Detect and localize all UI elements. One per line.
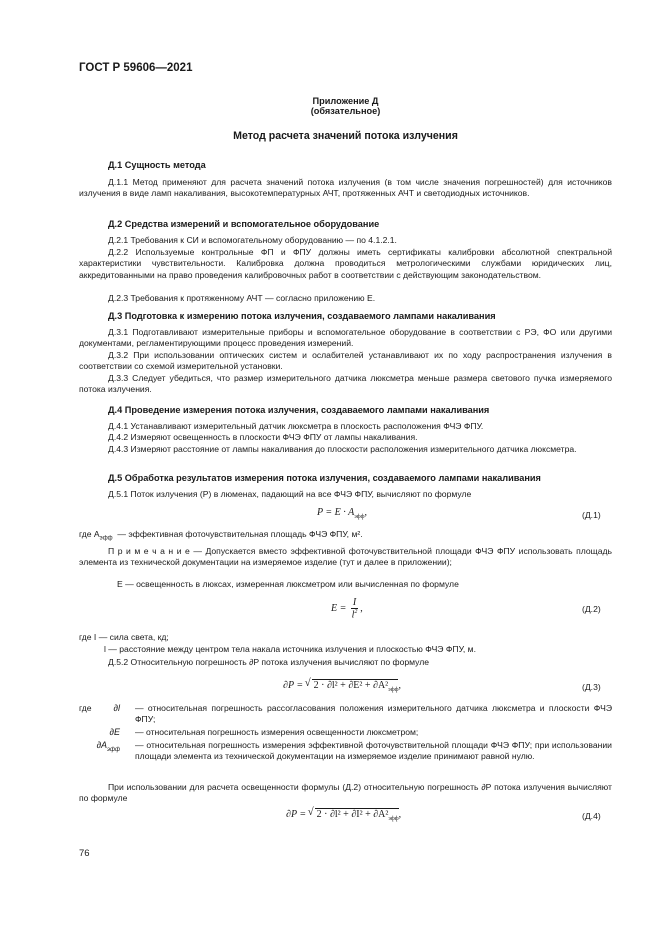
formula-number-d1: (Д.1) xyxy=(582,510,601,520)
para-d4-1: Д.4.1 Устанавливают измерительный датчик люксметра в плоскость расположения ФЧЭ ФПУ. xyxy=(108,421,484,431)
symbol-de: ∂E xyxy=(109,727,120,737)
section-d5-title: Д.5 Обработка результатов измерения потока излучения, создаваемого лампами накаливания xyxy=(108,473,541,483)
section-d2-title: Д.2 Средства измерений и вспомогательное оборудование xyxy=(108,219,380,229)
annex-heading: Метод расчета значений потока излучения xyxy=(233,130,458,142)
formula-d3: ∂P = √ $2 \cdot \partial l^2 + \partial E^2 + \partial A^2_{эфф}$, xyxy=(283,679,401,693)
section-d3-title: Д.3 Подготовка к измерению потока излучения, создаваемого лампами накаливания xyxy=(108,311,496,321)
para-d5-1: Д.5.1 Поток излучения (P) в люменах, падающий на все ФЧЭ ФПУ, вычисляют по формуле xyxy=(108,489,472,499)
para-d1-1: Д.1.1 Метод применяют для расчета значений потока излучения (в том числе значения погрешностей) для источников излучения в виде ламп накаливания, высокотемпературных АЧТ, протяженных АЧТ и светодиодных источников. xyxy=(79,177,612,199)
def-de: — относительная погрешность измерения освещенности люксметром; xyxy=(135,727,419,737)
symbol-dl: ∂l xyxy=(113,703,120,713)
formula-number-d3: (Д.3) xyxy=(582,682,601,692)
para-d3-2: Д.3.2 При использовании оптических систем и ослабителей устанавливают их по ходу распространения излучения в соответствии со схемой измерительной установки. xyxy=(79,350,612,372)
l-definition: l — расстояние между центром тела накала источника излучения и плоскостью ФЧЭ ФПУ, м. xyxy=(104,644,476,654)
e-definition: E — освещенность в люксах, измеренная люксметром или вычисленная по формуле xyxy=(117,579,459,589)
where-label: где xyxy=(79,703,92,713)
where-aeff: где $A_{эфф}$ — эффективная фоточувствительная площадь ФЧЭ ФПУ, м². xyxy=(79,529,363,542)
para-d4-2: Д.4.2 Измеряют освещенность в плоскости ФЧЭ ФПУ от лампы накаливания. xyxy=(108,432,418,442)
para-d3-1: Д.3.1 Подготавливают измерительные приборы и вспомогательное оборудование в соответствии с РЭ, ФО или другими документами, регламентирующими процесс проведения измерений. xyxy=(79,327,612,349)
section-d4-title: Д.4 Проведение измерения потока излучения, создаваемого лампами накаливания xyxy=(108,405,490,415)
formula-d1: $P = E \cdot A_{эфф}$, xyxy=(317,507,367,520)
def-daeff: — относительная погрешность измерения эффективной фоточувствительной площади ФЧЭ ФПУ; при использовании площади элемента из технической документации на измеряемое изделие принимают равной нулю. xyxy=(135,740,612,762)
para-d5-2: Д.5.2 Относительную погрешность ∂P потока излучения вычисляют по формуле xyxy=(108,657,430,667)
para-d5-3: При использовании для расчета освещенности формулы (Д.2) относительную погрешность ∂P потока излучения вычисляют по формуле xyxy=(79,782,612,804)
note-aeff: П р и м е ч а н и е — Допускается вместо эффективной фоточувствительной площади ФЧЭ ФПУ использовать площадь элемента из технической документации на измеряемое изделие (тут и далее в приложении); xyxy=(79,546,612,568)
formula-d4: ∂P = √ $2 \cdot \partial l^2 + \partial I^2 + \partial A^2_{эфф}$, xyxy=(286,808,401,822)
section-d1-title: Д.1 Сущность метода xyxy=(108,160,206,170)
annex-title: Приложение Д xyxy=(312,96,379,106)
formula-d2: E = $\frac{I}{l^2}$ , xyxy=(331,597,363,621)
formula-number-d2: (Д.2) xyxy=(582,604,601,614)
para-d3-3: Д.3.3 Следует убедиться, что размер измерительного датчика люксметра меньше размера светового пучка измеряемого потока излучения. xyxy=(79,373,612,395)
symbol-daeff: $\partial A_{эфф}$ xyxy=(96,740,120,753)
para-d4-3: Д.4.3 Измеряют расстояние от лампы накаливания до плоскости расположения измерительного датчика люксметра. xyxy=(108,444,577,454)
para-d2-3: Д.2.3 Требования к протяженному АЧТ — согласно приложению Е. xyxy=(108,293,376,303)
i-definition: где I — сила света, кд; xyxy=(79,632,169,642)
def-dl: — относительная погрешность рассогласования положения измерительного датчика люксметра и плоскости ФЧЭ ФПУ; xyxy=(135,703,612,725)
page-number: 76 xyxy=(79,848,90,859)
annex-status: (обязательное) xyxy=(310,106,381,116)
para-d2-2: Д.2.2 Используемые контрольные ФП и ФПУ должны иметь сертификаты калибровки абсолютной спектральной характеристики чувствительности. Калибровка должна проводиться метрологическими службами юридических лиц, аккредитованными на право проведения калибровочных работ в соответствии с действующим законодательством. xyxy=(79,247,612,280)
para-d2-1: Д.2.1 Требования к СИ и вспомогательному оборудованию — по 4.1.2.1. xyxy=(108,235,397,245)
doc-code: ГОСТ Р 59606—2021 xyxy=(79,62,193,74)
formula-number-d4: (Д.4) xyxy=(582,811,601,821)
